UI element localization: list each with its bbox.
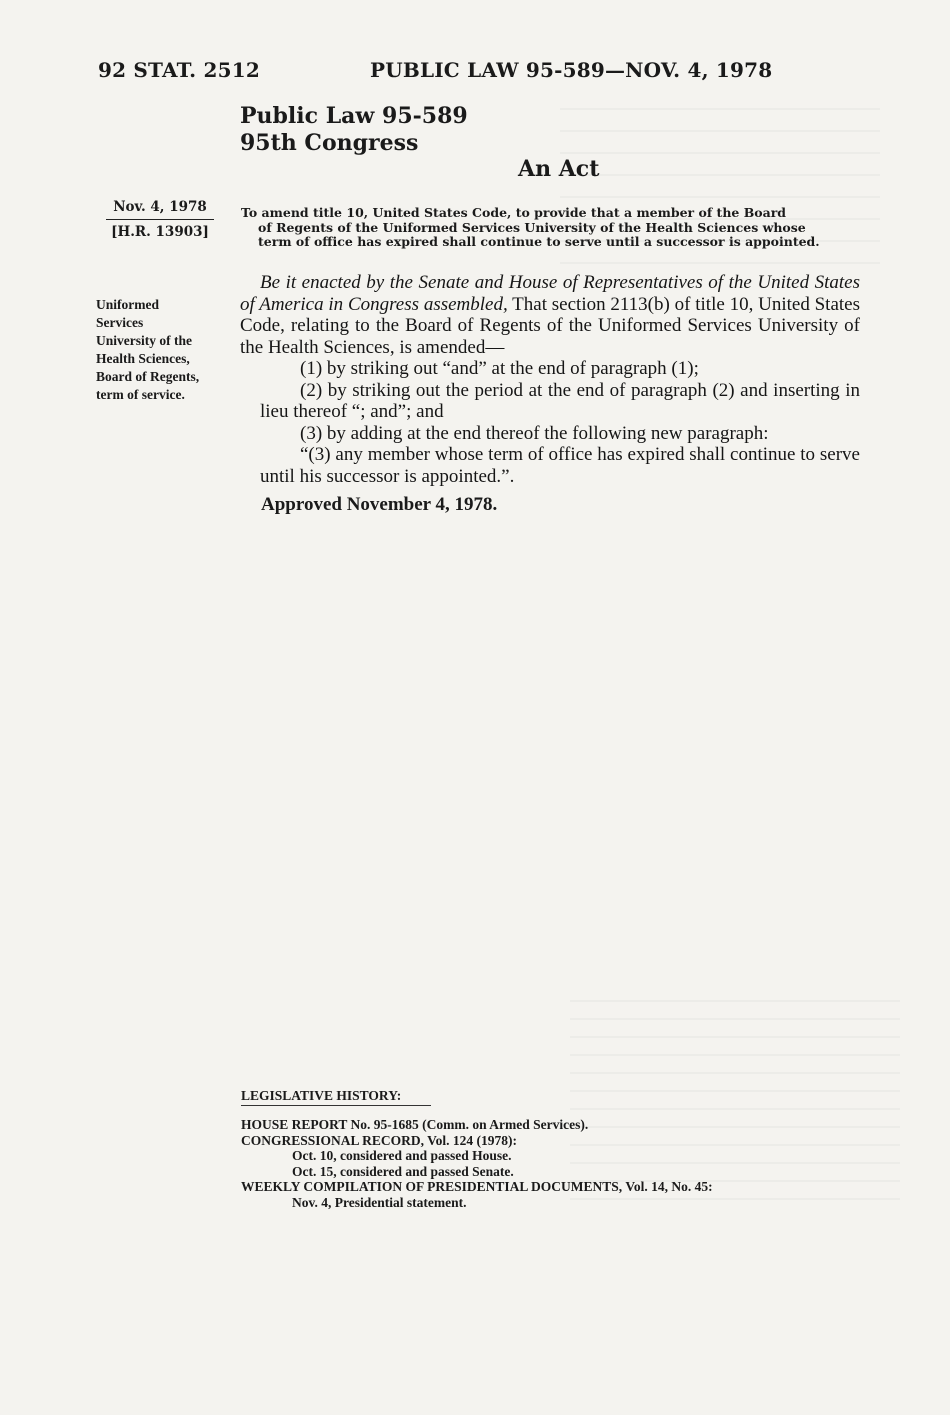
public-law-title: [240, 103, 468, 157]
enactment-date: Nov. 4, 1978: [113, 199, 207, 215]
legislative-history: [241, 1117, 713, 1210]
house-action: Oct. 10, considered and passed House.: [292, 1148, 512, 1163]
margin-note-line: Health Sciences,: [96, 351, 190, 366]
bleed-through: [560, 108, 880, 278]
margin-note-line: Uniformed: [96, 297, 159, 312]
act-heading: An Act: [518, 156, 600, 182]
enacting-text: [240, 272, 860, 487]
margin-note-line: University of the: [96, 333, 192, 348]
legislative-history-rule: [241, 1105, 431, 1106]
congressional-record: CONGRESSIONAL RECORD, Vol. 124 (1978):: [241, 1132, 518, 1148]
purpose-line: of Regents of the Uniformed Services University of the Health Sciences whose: [258, 219, 806, 235]
margin-note: [96, 296, 231, 404]
running-head: PUBLIC LAW 95-589—NOV. 4, 1978: [370, 58, 773, 82]
stat-citation: 92 STAT. 2512: [98, 58, 260, 82]
section-amendment: That section 2113(b) of title 10, United States Code, relating to the Board of Regents of the Uniformed Services University of the Health Sciences, is amended—: [240, 293, 861, 358]
bill-number: [H.R. 13903]: [111, 224, 209, 240]
margin-note-line: Services: [96, 315, 144, 330]
weekly-compilation: WEEKLY COMPILATION OF PRESIDENTIAL DOCUMENTS, Vol. 14, No. 45:: [241, 1179, 713, 1194]
new-paragraph-quote: “(3) any member whose term of office has expired shall continue to serve until his successor is appointed.”.: [260, 444, 860, 487]
margin-note-line: term of service.: [96, 387, 185, 402]
date-rule: [106, 219, 214, 220]
enacting-clause: [240, 272, 860, 358]
house-report: HOUSE REPORT No. 95-1685 (Comm. on Armed Services).: [241, 1117, 589, 1132]
congress-number: 95th Congress: [240, 130, 419, 156]
presidential-statement: Nov. 4, Presidential statement.: [292, 1194, 467, 1210]
enacting-formula: Be it enacted by the Senate and House of Representatives of the United States of America in Congress assembled,: [240, 272, 860, 315]
purpose-line: term of office has expired shall continue to serve until a successor is appointed.: [258, 234, 820, 249]
margin-note-line: Board of Regents,: [96, 369, 200, 384]
date-block: [100, 197, 220, 242]
purpose-statement: [241, 206, 866, 250]
purpose-line: To amend title 10, United States Code, to provide that a member of the Board: [241, 205, 787, 220]
amendment-item-1: (1) by striking out “and” at the end of paragraph (1);: [300, 358, 699, 379]
approval-date: Approved November 4, 1978.: [261, 494, 498, 515]
amendment-item-2: (2) by striking out the period at the end of paragraph (2) and inserting in lieu thereof “; and”; and: [260, 379, 860, 422]
amendment-item-3: (3) by adding at the end thereof the following new paragraph:: [300, 422, 769, 444]
senate-action: Oct. 15, considered and passed Senate.: [292, 1163, 514, 1179]
legislative-history-heading: LEGISLATIVE HISTORY:: [241, 1088, 402, 1103]
law-number: Public Law 95-589: [240, 103, 468, 129]
